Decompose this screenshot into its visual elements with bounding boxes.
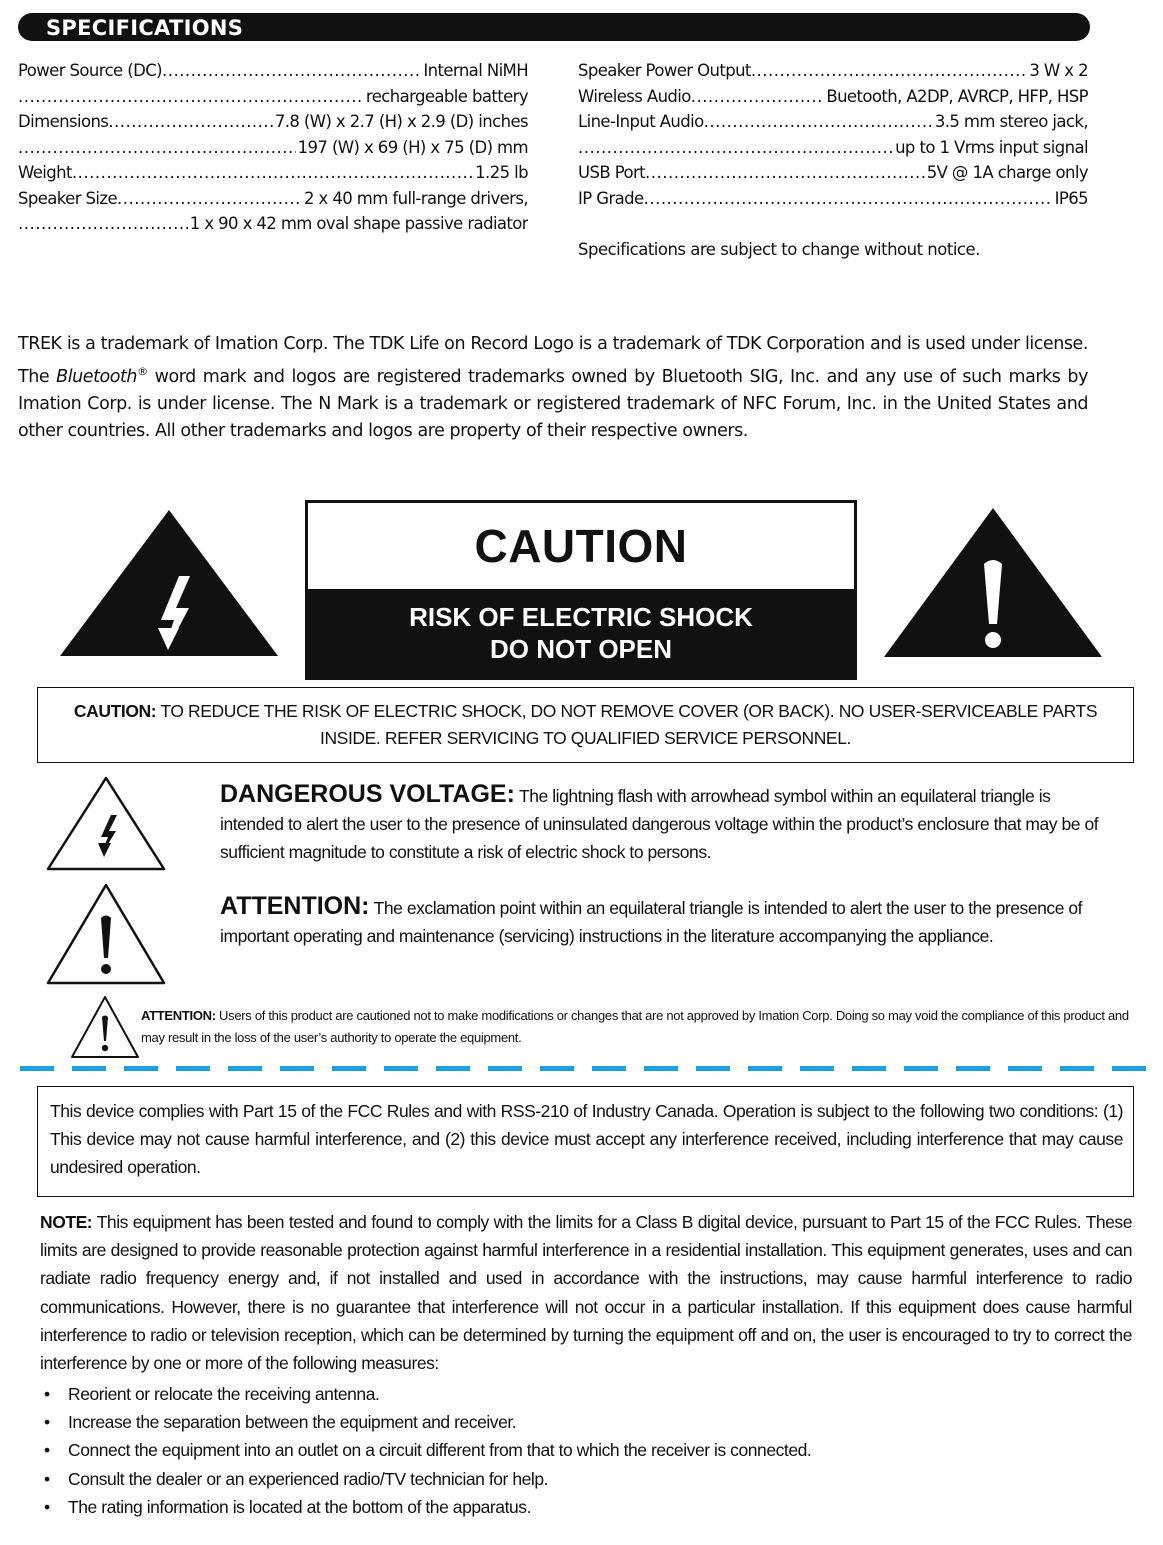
exclamation-triangle-icon xyxy=(70,995,140,1059)
spec-leader-dots xyxy=(18,84,364,110)
attention-1-head: ATTENTION: xyxy=(220,892,370,920)
registered-mark: ® xyxy=(137,365,148,378)
list-item-text: Reorient or relocate the receiving antenna. xyxy=(68,1384,380,1404)
attention-2-head: ATTENTION: xyxy=(141,1008,216,1023)
spec-value: Internal NiMH xyxy=(423,61,528,80)
spec-leader-dots xyxy=(108,109,273,135)
spec-label: Wireless Audio xyxy=(578,86,691,106)
spec-leader-dots xyxy=(18,211,188,237)
spec-row xyxy=(578,58,1088,84)
trademark-text-part2: word mark and logos are registered trademarks owned by Bluetooth SIG, Inc. and any use of such marks by Imation Corp. is under license. The N Mark is a trademark or registered trademark of NFC Forum, Inc. in the United States and other countries. All other trademarks and logos are property of their respective owners. xyxy=(18,366,1088,441)
spec-row xyxy=(578,186,1088,212)
caution-label-box xyxy=(305,500,857,680)
trademark-text-part1: TREK is a trademark of Imation Corp. The TDK Life on Record Logo is a trademark of TDK Corporation and is used under license. The xyxy=(18,334,1088,387)
spec-leader-dots xyxy=(645,160,925,186)
spec-row xyxy=(18,160,528,186)
spec-value: 197 (W) x 69 (H) x 75 (D) mm xyxy=(297,137,528,157)
spec-row xyxy=(578,160,1088,186)
spec-leader-dots xyxy=(578,135,893,161)
dangerous-voltage-head: DANGEROUS VOLTAGE: xyxy=(220,780,515,808)
specifications-notice: Specifications are subject to change without notice. xyxy=(578,240,980,259)
spec-leader-dots xyxy=(704,109,933,135)
lightning-triangle-icon xyxy=(58,508,280,658)
attention-1-text: The exclamation point within an equilateral triangle is intended to alert the user to the presence of important operating and maintenance (servicing) instructions in the literature accompanying the appliance. xyxy=(220,898,1083,946)
spec-value: 1.25 lb xyxy=(475,163,528,182)
spec-leader-dots xyxy=(691,84,825,110)
fcc-note-head: NOTE: xyxy=(40,1212,93,1232)
list-item xyxy=(40,1436,1130,1464)
spec-label: Weight xyxy=(18,163,72,182)
spec-value: Buetooth, A2DP, AVRCP, HFP, HSP xyxy=(826,86,1088,106)
attention-paragraph-1 xyxy=(220,892,1100,950)
dangerous-voltage-text: The lightning flash with arrowhead symbol within an equilateral triangle is intended to alert the user to the presence of uninsulated dangerous voltage within the product’s enclosure that may be of sufficient magnitude to constitute a risk of electric shock to persons. xyxy=(220,786,1099,862)
bluetooth-wordmark: Bluetooth xyxy=(56,366,138,387)
spec-label: Speaker Power Output xyxy=(578,61,751,80)
spec-leader-dots xyxy=(18,135,296,161)
spec-row xyxy=(578,84,1088,110)
spec-value: up to 1 Vrms input signal xyxy=(895,137,1088,157)
spec-row xyxy=(578,135,1088,161)
spec-leader-dots xyxy=(72,160,473,186)
spec-value: 3.5 mm stereo jack, xyxy=(934,112,1088,131)
spec-row xyxy=(578,109,1088,135)
spec-value: 1 x 90 x 42 mm oval shape passive radiator xyxy=(189,214,528,233)
bullet-glyph: • xyxy=(44,1440,50,1461)
fcc-note-text: This equipment has been tested and found to comply with the limits for a Class B digital device, pursuant to Part 15 of the FCC Rules. These limits are designed to provide reasonable protection against harmful interference in a residential installation. This equipment generates, uses and can radiate radio frequency energy and, if not installed and used in accordance with the instructions, may cause harmful interference to radio communications. However, there is no guarantee that interference will not occur in a particular installation. If this equipment does cause harmful interference to radio or television reception, which can be determined by turning the equipment off and on, the user is encouraged to try to correct the interference by one or more of the following measures: xyxy=(40,1212,1132,1374)
spec-row xyxy=(18,186,528,212)
caution-note-head: CAUTION: xyxy=(73,701,157,721)
list-item-text: Connect the equipment into an outlet on a circuit different from that to which the receiver is connected. xyxy=(68,1440,812,1461)
specifications-left-column xyxy=(18,58,528,237)
caution-line-2: DO NOT OPEN xyxy=(489,634,672,664)
fcc-compliance-box: This device complies with Part 15 of the FCC Rules and with RSS-210 of Industry Canada. Operation is subject to the following two conditions: (1) This device may not cause harmful interference, and (2) this device must accept any interference received, including interference that may cause undesired operation. xyxy=(37,1086,1134,1197)
spec-label: USB Port xyxy=(578,163,646,182)
spec-value: 5V @ 1A charge only xyxy=(926,163,1088,182)
spec-label: Power Source (DC) xyxy=(18,61,162,80)
list-item xyxy=(40,1380,1130,1408)
spec-leader-dots xyxy=(162,58,421,84)
list-item-text: Increase the separation between the equipment and receiver. xyxy=(68,1412,517,1433)
attention-paragraph-2 xyxy=(141,1005,1131,1049)
spec-value: 7.8 (W) x 2.7 (H) x 2.9 (D) inches xyxy=(274,112,528,131)
bullet-glyph: • xyxy=(44,1468,50,1489)
dashed-separator xyxy=(20,1066,1163,1071)
spec-value: 3 W x 2 xyxy=(1029,61,1088,80)
bullet-glyph: • xyxy=(44,1412,50,1433)
spec-value: rechargeable battery xyxy=(365,86,528,106)
spec-row xyxy=(18,211,528,237)
spec-row xyxy=(18,84,528,110)
list-item xyxy=(40,1493,1130,1521)
bullet-glyph: • xyxy=(44,1496,50,1517)
caution-line-1: RISK OF ELECTRIC SHOCK xyxy=(409,602,753,632)
specifications-title: SPECIFICATIONS xyxy=(46,16,244,40)
dangerous-voltage-paragraph xyxy=(220,780,1100,866)
spec-label: Line-Input Audio xyxy=(578,112,704,131)
spec-label: IP Grade xyxy=(578,188,644,208)
spec-label: Dimensions xyxy=(18,112,109,131)
bullet-glyph: • xyxy=(44,1384,50,1404)
spec-row xyxy=(18,135,528,161)
list-item-text: Consult the dealer or an experienced radio/TV technician for help. xyxy=(68,1468,549,1489)
fcc-note-paragraph xyxy=(40,1208,1132,1377)
list-item-text: The rating information is located at the bottom of the apparatus. xyxy=(68,1496,531,1517)
trademark-paragraph xyxy=(18,331,1088,445)
lightning-triangle-icon xyxy=(45,775,167,872)
list-item xyxy=(40,1465,1130,1493)
spec-value: 2 x 40 mm full-range drivers, xyxy=(304,188,528,208)
list-item xyxy=(40,1408,1130,1436)
spec-row xyxy=(18,109,528,135)
caution-notice-box xyxy=(37,687,1134,763)
spec-value: IP65 xyxy=(1054,188,1088,208)
fcc-measures-list xyxy=(40,1380,1130,1521)
caution-note-text: TO REDUCE THE RISK OF ELECTRIC SHOCK, DO NOT REMOVE COVER (OR BACK). NO USER-SERVICEABLE PARTS INSIDE. REFER SERVICING TO QUALIFIED SERVICE PERSONNEL. xyxy=(156,701,1098,748)
spec-leader-dots xyxy=(117,186,302,212)
spec-row xyxy=(18,58,528,84)
exclamation-triangle-icon xyxy=(45,882,167,986)
caution-title: CAUTION xyxy=(474,520,688,572)
spec-leader-dots xyxy=(644,186,1053,212)
attention-2-text: Users of this product are cautioned not to make modifications or changes that are not approved by Imation Corp. Doing so may void the compliance of this product and may result in the loss of the user’s authority to operate the equipment. xyxy=(141,1008,1129,1045)
spec-label: Speaker Size xyxy=(18,188,118,208)
specifications-right-column xyxy=(578,58,1088,211)
exclamation-triangle-icon xyxy=(882,506,1104,659)
caution-warning-band xyxy=(308,589,854,677)
spec-leader-dots xyxy=(751,58,1028,84)
